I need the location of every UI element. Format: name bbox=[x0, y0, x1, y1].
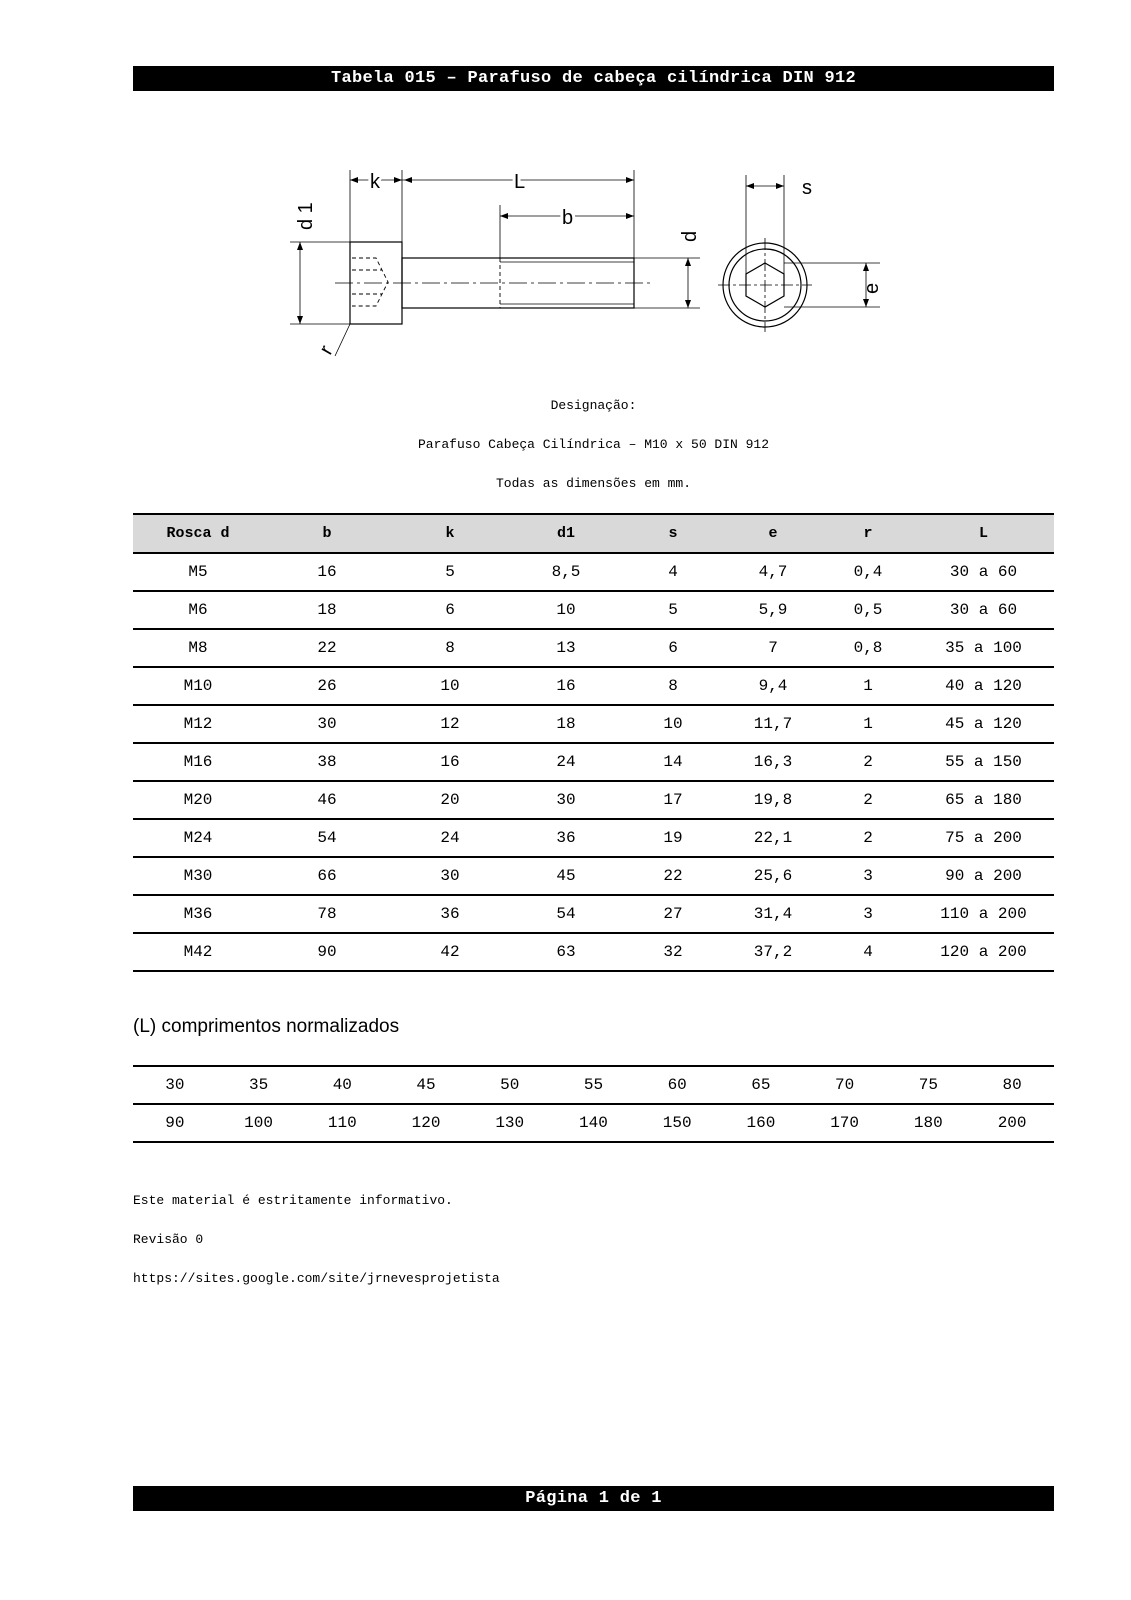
length-cell: 130 bbox=[468, 1104, 552, 1142]
table-cell: 12 bbox=[391, 705, 509, 743]
designation-example: Parafuso Cabeça Cilíndrica – M10 x 50 DIN 912 bbox=[417, 437, 770, 452]
table-cell: 63 bbox=[509, 933, 623, 971]
page-title: Tabela 015 – Parafuso de cabeça cilíndrica DIN 912 bbox=[133, 66, 1054, 91]
table-cell: 45 bbox=[509, 857, 623, 895]
label-k: k bbox=[370, 171, 380, 193]
table-cell: M24 bbox=[133, 819, 263, 857]
column-header: d1 bbox=[509, 514, 623, 553]
label-L: L bbox=[514, 171, 526, 193]
table-cell: 18 bbox=[263, 591, 391, 629]
table-row bbox=[133, 1066, 1054, 1104]
table-cell: 90 a 200 bbox=[913, 857, 1054, 895]
table-cell: 27 bbox=[623, 895, 723, 933]
length-cell: 80 bbox=[970, 1066, 1054, 1104]
revision-note: Revisão 0 bbox=[133, 1232, 204, 1247]
label-e: e bbox=[861, 282, 883, 294]
table-cell: 38 bbox=[263, 743, 391, 781]
table-cell: 30 bbox=[509, 781, 623, 819]
table-cell: M8 bbox=[133, 629, 263, 667]
table-cell: M36 bbox=[133, 895, 263, 933]
label-d: d bbox=[679, 230, 701, 242]
table-cell: 19,8 bbox=[723, 781, 823, 819]
label-b: b bbox=[562, 207, 574, 229]
table-cell: 30 bbox=[391, 857, 509, 895]
table-row bbox=[133, 1104, 1054, 1142]
table-row bbox=[133, 781, 1054, 819]
table-cell: 14 bbox=[623, 743, 723, 781]
table-cell: M5 bbox=[133, 553, 263, 591]
table-cell: M20 bbox=[133, 781, 263, 819]
table-cell: M42 bbox=[133, 933, 263, 971]
table-row bbox=[133, 553, 1054, 591]
table-cell: 1 bbox=[823, 705, 913, 743]
length-cell: 40 bbox=[300, 1066, 384, 1104]
table-cell: 16 bbox=[263, 553, 391, 591]
length-cell: 200 bbox=[970, 1104, 1054, 1142]
column-header: Rosca d bbox=[133, 514, 263, 553]
table-cell: 90 bbox=[263, 933, 391, 971]
table-cell: 36 bbox=[391, 895, 509, 933]
disclaimer-note: Este material é estritamente informativo. bbox=[133, 1193, 453, 1208]
table-cell: 8 bbox=[391, 629, 509, 667]
table-cell: 4 bbox=[823, 933, 913, 971]
table-cell: 30 a 60 bbox=[913, 591, 1054, 629]
table-cell: 17 bbox=[623, 781, 723, 819]
table-cell: 40 a 120 bbox=[913, 667, 1054, 705]
table-cell: 10 bbox=[509, 591, 623, 629]
table-cell: 13 bbox=[509, 629, 623, 667]
table-row bbox=[133, 667, 1054, 705]
table-cell: 10 bbox=[391, 667, 509, 705]
length-cell: 110 bbox=[300, 1104, 384, 1142]
table-cell: 66 bbox=[263, 857, 391, 895]
hex-socket-hidden-lines bbox=[352, 258, 388, 306]
table-header-row bbox=[133, 514, 1054, 553]
table-row bbox=[133, 933, 1054, 971]
table-cell: 65 a 180 bbox=[913, 781, 1054, 819]
table-cell: 4 bbox=[623, 553, 723, 591]
table-cell: 16 bbox=[509, 667, 623, 705]
table-cell: 5 bbox=[623, 591, 723, 629]
table-cell: 5,9 bbox=[723, 591, 823, 629]
table-cell: 19 bbox=[623, 819, 723, 857]
table-cell: 42 bbox=[391, 933, 509, 971]
label-d1: d 1 bbox=[295, 202, 317, 230]
source-url: https://sites.google.com/site/jrnevesprojetista bbox=[133, 1271, 500, 1286]
label-s: s bbox=[802, 177, 812, 199]
column-header: k bbox=[391, 514, 509, 553]
length-cell: 180 bbox=[886, 1104, 970, 1142]
table-cell: 16 bbox=[391, 743, 509, 781]
table-cell: M16 bbox=[133, 743, 263, 781]
table-cell: 18 bbox=[509, 705, 623, 743]
table-row bbox=[133, 857, 1054, 895]
lengths-title: (L) comprimentos normalizados bbox=[133, 1016, 400, 1037]
table-cell: 3 bbox=[823, 857, 913, 895]
table-cell: 110 a 200 bbox=[913, 895, 1054, 933]
standard-lengths-table bbox=[133, 1065, 1054, 1143]
table-cell: 3 bbox=[823, 895, 913, 933]
table-cell: 0,5 bbox=[823, 591, 913, 629]
table-cell: 55 a 150 bbox=[913, 743, 1054, 781]
length-cell: 45 bbox=[384, 1066, 468, 1104]
table-cell: 5 bbox=[391, 553, 509, 591]
table-row bbox=[133, 743, 1054, 781]
designation-label: Designação: bbox=[550, 398, 637, 413]
table-cell: 30 bbox=[263, 705, 391, 743]
table-cell: 2 bbox=[823, 819, 913, 857]
table-cell: 31,4 bbox=[723, 895, 823, 933]
length-cell: 65 bbox=[719, 1066, 803, 1104]
table-cell: 2 bbox=[823, 743, 913, 781]
length-cell: 100 bbox=[217, 1104, 301, 1142]
table-row bbox=[133, 705, 1054, 743]
column-header: L bbox=[913, 514, 1054, 553]
table-cell: 25,6 bbox=[723, 857, 823, 895]
units-note: Todas as dimensões em mm. bbox=[495, 476, 692, 491]
column-header: e bbox=[723, 514, 823, 553]
table-row bbox=[133, 819, 1054, 857]
table-cell: 0,4 bbox=[823, 553, 913, 591]
table-cell: 54 bbox=[263, 819, 391, 857]
table-cell: M12 bbox=[133, 705, 263, 743]
table-row bbox=[133, 895, 1054, 933]
table-row bbox=[133, 591, 1054, 629]
table-cell: 120 a 200 bbox=[913, 933, 1054, 971]
table-cell: 16,3 bbox=[723, 743, 823, 781]
table-cell: 54 bbox=[509, 895, 623, 933]
length-cell: 35 bbox=[217, 1066, 301, 1104]
table-cell: 26 bbox=[263, 667, 391, 705]
length-cell: 90 bbox=[133, 1104, 217, 1142]
table-cell: 37,2 bbox=[723, 933, 823, 971]
column-header: s bbox=[623, 514, 723, 553]
table-cell: M6 bbox=[133, 591, 263, 629]
table-cell: M30 bbox=[133, 857, 263, 895]
page-footer: Página 1 de 1 bbox=[133, 1486, 1054, 1511]
length-cell: 70 bbox=[803, 1066, 887, 1104]
length-cell: 30 bbox=[133, 1066, 217, 1104]
table-cell: 6 bbox=[391, 591, 509, 629]
length-cell: 55 bbox=[552, 1066, 636, 1104]
length-cell: 170 bbox=[803, 1104, 887, 1142]
table-cell: 0,8 bbox=[823, 629, 913, 667]
column-header: b bbox=[263, 514, 391, 553]
column-header: r bbox=[823, 514, 913, 553]
label-r: r bbox=[315, 341, 338, 359]
table-cell: 8,5 bbox=[509, 553, 623, 591]
length-cell: 60 bbox=[635, 1066, 719, 1104]
length-cell: 120 bbox=[384, 1104, 468, 1142]
table-cell: 7 bbox=[723, 629, 823, 667]
table-cell: 11,7 bbox=[723, 705, 823, 743]
table-cell: 22 bbox=[623, 857, 723, 895]
length-cell: 140 bbox=[552, 1104, 636, 1142]
table-cell: 1 bbox=[823, 667, 913, 705]
dimensions-table bbox=[133, 513, 1054, 972]
length-cell: 150 bbox=[635, 1104, 719, 1142]
table-cell: 22,1 bbox=[723, 819, 823, 857]
table-cell: 6 bbox=[623, 629, 723, 667]
table-cell: 2 bbox=[823, 781, 913, 819]
length-cell: 160 bbox=[719, 1104, 803, 1142]
table-cell: 24 bbox=[391, 819, 509, 857]
table-cell: 20 bbox=[391, 781, 509, 819]
table-cell: 22 bbox=[263, 629, 391, 667]
length-cell: 50 bbox=[468, 1066, 552, 1104]
table-cell: 8 bbox=[623, 667, 723, 705]
table-cell: 75 a 200 bbox=[913, 819, 1054, 857]
table-cell: 35 a 100 bbox=[913, 629, 1054, 667]
table-cell: 46 bbox=[263, 781, 391, 819]
table-cell: 30 a 60 bbox=[913, 553, 1054, 591]
table-cell: 9,4 bbox=[723, 667, 823, 705]
table-row bbox=[133, 629, 1054, 667]
table-cell: 4,7 bbox=[723, 553, 823, 591]
table-cell: 24 bbox=[509, 743, 623, 781]
table-cell: 10 bbox=[623, 705, 723, 743]
table-cell: M10 bbox=[133, 667, 263, 705]
table-cell: 45 a 120 bbox=[913, 705, 1054, 743]
bolt-technical-drawing bbox=[290, 160, 910, 380]
table-cell: 78 bbox=[263, 895, 391, 933]
length-cell: 75 bbox=[886, 1066, 970, 1104]
table-cell: 32 bbox=[623, 933, 723, 971]
table-cell: 36 bbox=[509, 819, 623, 857]
